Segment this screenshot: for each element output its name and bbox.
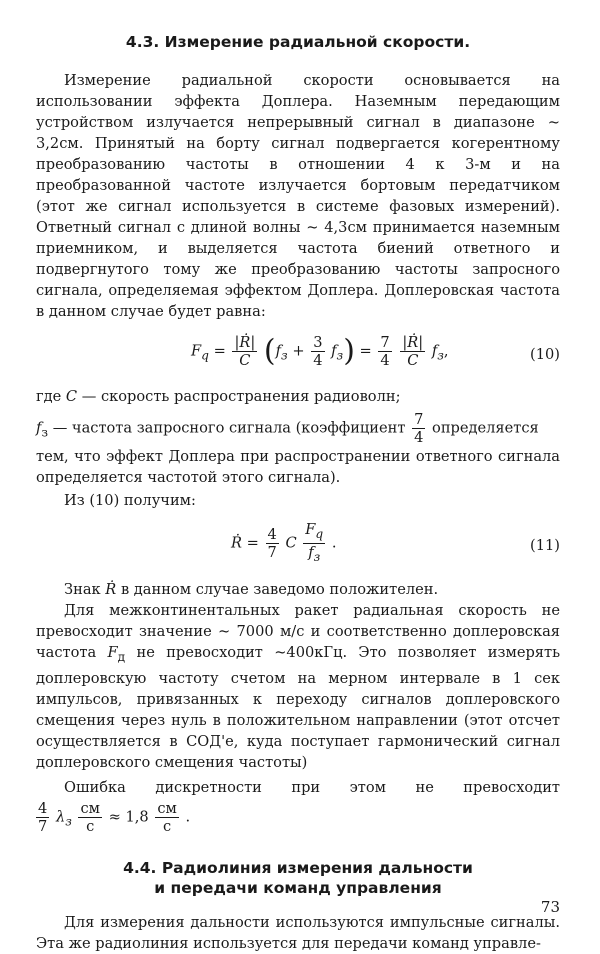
section-heading-4-4-line2: и передачи команд управления <box>154 878 442 897</box>
sign-statement: Знак Ṙ в данном случае заведомо положителен. <box>64 581 439 598</box>
paragraph-doppler-intro: Измерение радиальной скорости основывается на использовании эффекта Доплера. Наземным передающим устройством излучается непрерывный сигнал в диапазоне ~ 3,2см. Принятый на борту сигнал подвергается когерентному преобразованию частоты в отношении 4 к 3-м и на преобразованной частоте излучается бортовым передатчиком (этот же сигнал используется в системе фазовых измерений). Ответный сигнал с длиной волны ~ 4,3см принимается наземным приемником, и выделяется частота биений ответного и подвергнутого тому же преобразованию частоты запросного сигнала, определяемая эффектом Доплера. Доплеровская частота в данном случае будет равна: <box>36 72 560 320</box>
from-equation-10: Из (10) получим: <box>64 492 196 509</box>
definition-f-continued: тем, что эффект Доплера при распространении ответного сигнала определяется частотой этого сигнала). <box>36 448 560 486</box>
paragraph-icbm: Для межконтинентальных ракет радиальная скорость не превосходит значение ~ 7000 м/с и соответственно доплеровская частота $F_д$ не превосходит ~400кГц. Это позволяет измерять доплеровскую частоту счетом на мерном интервале в 1 сек импульсов, привязанных к переходу сигналов доплеровского смещения через нуль в положительном направлении (этот отсчет осуществляется в СОД'е, куда поступает гармонический сигнал доплеровского смещения частоты) <box>36 602 561 771</box>
definition-c: где C — скорость распространения радиоволн; <box>36 388 401 405</box>
error-formula: $\frac{4}{7}$ $\lambda_з$ $\frac{см}{с}$ ≈ 1,8 $\frac{см}{с}$ . <box>38 799 191 835</box>
page-number: 73 <box>540 898 560 916</box>
page <box>36 0 560 954</box>
section-heading-4-4-line1: 4.4. Радиолиния измерения дальности <box>123 858 473 877</box>
paragraph-range-measurement: Для измерения дальности используются импульсные сигналы. Эта же радиолиния используется для передачи команд управле- <box>36 913 560 952</box>
formula-10: $F_q$ = $\frac{\text{|Ṙ|}}{C}$ ($f_з$ + $\frac{3}{4}$ $f_з$) = $\frac{7}{4}$ $\frac{\text{|Ṙ|}}{C}$ $f_з$, (10) <box>191 333 560 369</box>
equation-number-11: (11) <box>530 537 560 554</box>
definition-f: $f_з$ — частота запросного сигнала (коэффициент $\frac{7}{4}$ определяется <box>36 411 539 446</box>
equation-number-10: (10) <box>530 346 560 363</box>
formula-11: Ṙ = $\frac{4}{7}$ C $\frac{F_q}{f_з}$ . (11) <box>231 521 560 564</box>
error-statement: Ошибка дискретности при этом не превосходит <box>64 778 560 796</box>
section-heading-4-3: 4.3. Измерение радиальной скорости. <box>125 33 471 51</box>
